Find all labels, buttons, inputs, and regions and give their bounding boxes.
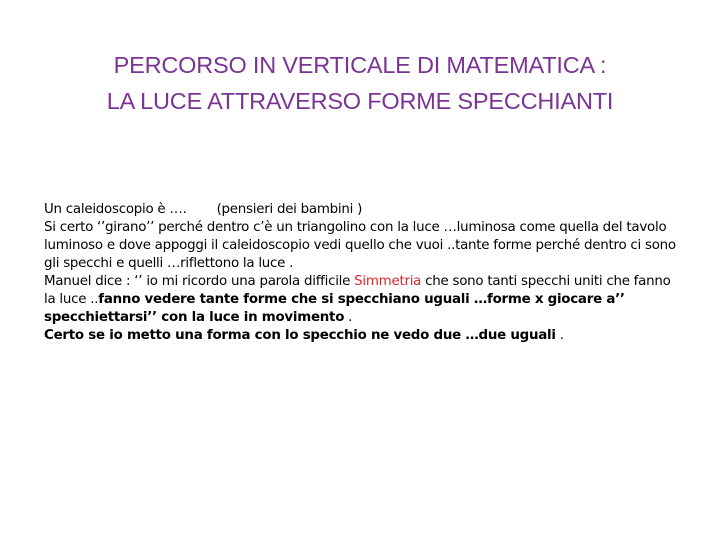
conclusion-text-bold: Certo se io metto una forma con lo specchio ne vedo due …due uguali: [44, 328, 556, 343]
paragraph-manuel: [44, 273, 684, 327]
manuel-text-middle: che sono tanti specchi uniti che fanno la luce ..: [44, 274, 671, 307]
keyword-simmetria: Simmetria: [354, 274, 422, 289]
slide-title: [60, 47, 660, 119]
manuel-text-start: Manuel dice : ‘’ io mi ricordo una parola difficile: [44, 274, 355, 289]
manuel-text-end: .: [344, 310, 353, 325]
paragraph-intro: [44, 201, 684, 219]
paragraph-conclusion: [44, 327, 684, 345]
intro-note: (pensieri dei bambini ): [216, 202, 363, 217]
conclusion-text-end: .: [555, 328, 564, 343]
slide-body: [44, 201, 684, 345]
paragraph-children-thoughts: Si certo ‘’girano’’ perché dentro c’è un triangolino con la luce …luminosa come quella del tavolo luminoso e dove appoggi il caleidoscopio vedi quello che vuoi ..tante forme perché dentro ci sono gli specchi e quelli …riflettono la luce .: [44, 220, 676, 271]
intro-text: Un caleidoscopio è ….: [44, 202, 187, 217]
title-line-2: LA LUCE ATTRAVERSO FORME SPECCHIANTI: [106, 88, 614, 114]
title-line-1: PERCORSO IN VERTICALE DI MATEMATICA :: [113, 52, 607, 78]
manuel-text-bold: fanno vedere tante forme che si specchiano uguali …forme x giocare a’’ specchiettarsi’’ con la luce in movimento: [44, 292, 625, 325]
